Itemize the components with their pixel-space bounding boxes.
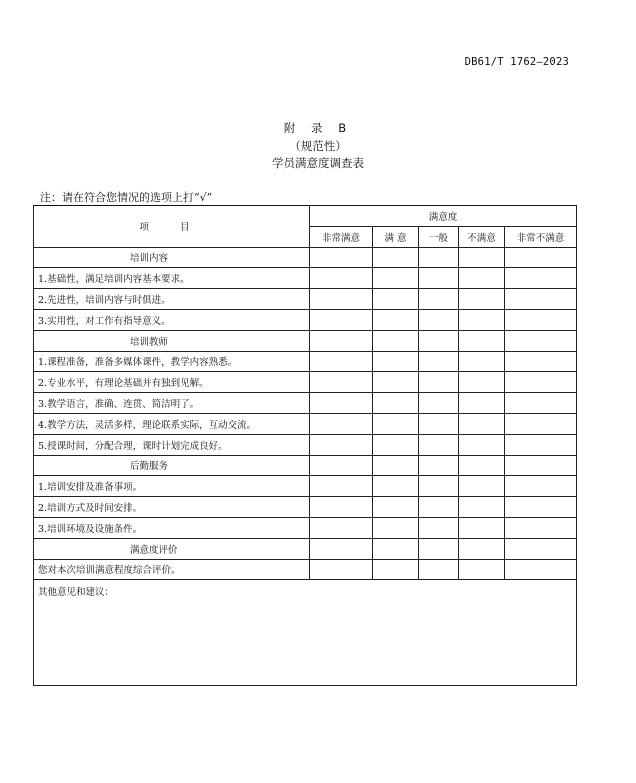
rating-checkbox-cell[interactable]: [373, 351, 419, 372]
rating-checkbox-cell[interactable]: [373, 268, 419, 289]
rating-checkbox-cell[interactable]: [459, 434, 505, 455]
rating-checkbox-cell[interactable]: [373, 289, 419, 310]
rating-checkbox-cell[interactable]: [505, 559, 577, 580]
section-empty-cell: [505, 538, 577, 559]
rating-checkbox-cell[interactable]: [419, 476, 459, 497]
rating-checkbox-cell[interactable]: [419, 393, 459, 414]
rating-checkbox-cell[interactable]: [310, 351, 373, 372]
section-empty-cell: [373, 247, 419, 268]
section-empty-cell: [459, 247, 505, 268]
level-header: 满 意: [373, 226, 419, 247]
item-label: 4.教学方法，灵活多样，理论联系实际，互动交流。: [34, 413, 310, 434]
item-column-header: 项 目: [34, 206, 310, 248]
satisfaction-column-header: 满意度: [310, 206, 577, 227]
section-empty-cell: [310, 455, 373, 476]
item-label: 3.教学语言，准确、连贯、简洁明了。: [34, 393, 310, 414]
section-empty-cell: [373, 330, 419, 351]
rating-checkbox-cell[interactable]: [310, 476, 373, 497]
rating-checkbox-cell[interactable]: [505, 351, 577, 372]
section-empty-cell: [419, 330, 459, 351]
rating-checkbox-cell[interactable]: [419, 413, 459, 434]
rating-checkbox-cell[interactable]: [310, 268, 373, 289]
rating-checkbox-cell[interactable]: [419, 289, 459, 310]
rating-checkbox-cell[interactable]: [419, 434, 459, 455]
table-row: [34, 517, 577, 538]
section-empty-cell: [459, 455, 505, 476]
rating-checkbox-cell[interactable]: [419, 372, 459, 393]
rating-checkbox-cell[interactable]: [505, 413, 577, 434]
rating-checkbox-cell[interactable]: [373, 309, 419, 330]
rating-checkbox-cell[interactable]: [310, 559, 373, 580]
rating-checkbox-cell[interactable]: [419, 497, 459, 518]
rating-checkbox-cell[interactable]: [459, 268, 505, 289]
rating-checkbox-cell[interactable]: [459, 351, 505, 372]
remarks-field[interactable]: 其他意见和建议：: [34, 580, 577, 686]
table-header-row: [34, 206, 577, 227]
rating-checkbox-cell[interactable]: [505, 372, 577, 393]
rating-checkbox-cell[interactable]: [373, 413, 419, 434]
rating-checkbox-cell[interactable]: [459, 372, 505, 393]
rating-checkbox-cell[interactable]: [459, 413, 505, 434]
table-row: [34, 289, 577, 310]
section-empty-cell: [310, 330, 373, 351]
level-header: 非常不满意: [505, 226, 577, 247]
rating-checkbox-cell[interactable]: [373, 517, 419, 538]
rating-checkbox-cell[interactable]: [505, 476, 577, 497]
rating-checkbox-cell[interactable]: [310, 517, 373, 538]
rating-checkbox-cell[interactable]: [373, 497, 419, 518]
rating-checkbox-cell[interactable]: [373, 393, 419, 414]
item-label: 2.先进性，培训内容与时俱进。: [34, 289, 310, 310]
section-empty-cell: [419, 455, 459, 476]
table-row: [34, 476, 577, 497]
item-label: 您对本次培训满意程度综合评价。: [34, 559, 310, 580]
table-row: [34, 497, 577, 518]
rating-checkbox-cell[interactable]: [373, 559, 419, 580]
rating-checkbox-cell[interactable]: [459, 497, 505, 518]
rating-checkbox-cell[interactable]: [459, 476, 505, 497]
instruction-note: 注：请在符合您情况的选项上打“√”: [40, 191, 213, 204]
rating-checkbox-cell[interactable]: [310, 289, 373, 310]
satisfaction-survey-table: [33, 205, 577, 686]
section-row: [34, 247, 577, 268]
section-title: 培训内容: [34, 247, 310, 268]
table-row: [34, 559, 577, 580]
rating-checkbox-cell[interactable]: [373, 434, 419, 455]
rating-checkbox-cell[interactable]: [505, 497, 577, 518]
section-title: 满意度评价: [34, 538, 310, 559]
rating-checkbox-cell[interactable]: [459, 309, 505, 330]
item-label: 1.课程准备，准备多媒体课件，教学内容熟悉。: [34, 351, 310, 372]
rating-checkbox-cell[interactable]: [310, 393, 373, 414]
rating-checkbox-cell[interactable]: [310, 497, 373, 518]
section-title: 培训教师: [34, 330, 310, 351]
section-empty-cell: [505, 247, 577, 268]
section-empty-cell: [310, 247, 373, 268]
section-empty-cell: [459, 330, 505, 351]
item-label: 1.基础性，满足培训内容基本要求。: [34, 268, 310, 289]
rating-checkbox-cell[interactable]: [373, 372, 419, 393]
rating-checkbox-cell[interactable]: [310, 372, 373, 393]
section-row: [34, 538, 577, 559]
rating-checkbox-cell[interactable]: [459, 559, 505, 580]
rating-checkbox-cell[interactable]: [419, 351, 459, 372]
rating-checkbox-cell[interactable]: [459, 517, 505, 538]
item-label: 2.培训方式及时间安排。: [34, 497, 310, 518]
item-label: 1.培训安排及准备事项。: [34, 476, 310, 497]
item-label: 3.培训环境及设施条件。: [34, 517, 310, 538]
item-label: 3.实用性，对工作有指导意义。: [34, 309, 310, 330]
rating-checkbox-cell[interactable]: [310, 309, 373, 330]
section-empty-cell: [505, 330, 577, 351]
table-row: [34, 268, 577, 289]
section-empty-cell: [419, 538, 459, 559]
rating-checkbox-cell[interactable]: [505, 268, 577, 289]
normative-label: （规范性）: [289, 138, 347, 153]
rating-checkbox-cell[interactable]: [419, 268, 459, 289]
table-row: [34, 434, 577, 455]
section-row: [34, 455, 577, 476]
section-empty-cell: [373, 455, 419, 476]
rating-checkbox-cell[interactable]: [505, 434, 577, 455]
section-row: [34, 330, 577, 351]
rating-checkbox-cell[interactable]: [373, 476, 419, 497]
table-row: [34, 413, 577, 434]
level-header: 一般: [419, 226, 459, 247]
title-block: [0, 120, 636, 173]
level-header: 不满意: [459, 226, 505, 247]
item-label: 2.专业水平，有理论基础并有独到见解。: [34, 372, 310, 393]
section-title: 后勤服务: [34, 455, 310, 476]
section-empty-cell: [310, 538, 373, 559]
section-empty-cell: [419, 247, 459, 268]
rating-checkbox-cell[interactable]: [505, 289, 577, 310]
level-header: 非常满意: [310, 226, 373, 247]
rating-checkbox-cell[interactable]: [310, 413, 373, 434]
table-row: [34, 351, 577, 372]
rating-checkbox-cell[interactable]: [459, 393, 505, 414]
section-empty-cell: [373, 538, 419, 559]
rating-checkbox-cell[interactable]: [505, 393, 577, 414]
section-empty-cell: [505, 455, 577, 476]
item-label: 5.授课时间，分配合理，课时计划完成良好。: [34, 434, 310, 455]
remarks-row: [34, 580, 577, 686]
table-title: 学员满意度调查表: [272, 156, 364, 170]
rating-checkbox-cell[interactable]: [310, 434, 373, 455]
table-row: [34, 309, 577, 330]
table-row: [34, 393, 577, 414]
rating-checkbox-cell[interactable]: [419, 309, 459, 330]
document-code: DB61/T 1762—2023: [464, 56, 569, 68]
rating-checkbox-cell[interactable]: [419, 559, 459, 580]
rating-checkbox-cell[interactable]: [505, 309, 577, 330]
rating-checkbox-cell[interactable]: [505, 517, 577, 538]
appendix-title: 附 录 B: [283, 121, 353, 135]
section-empty-cell: [459, 538, 505, 559]
rating-checkbox-cell[interactable]: [459, 289, 505, 310]
table-row: [34, 372, 577, 393]
rating-checkbox-cell[interactable]: [419, 517, 459, 538]
